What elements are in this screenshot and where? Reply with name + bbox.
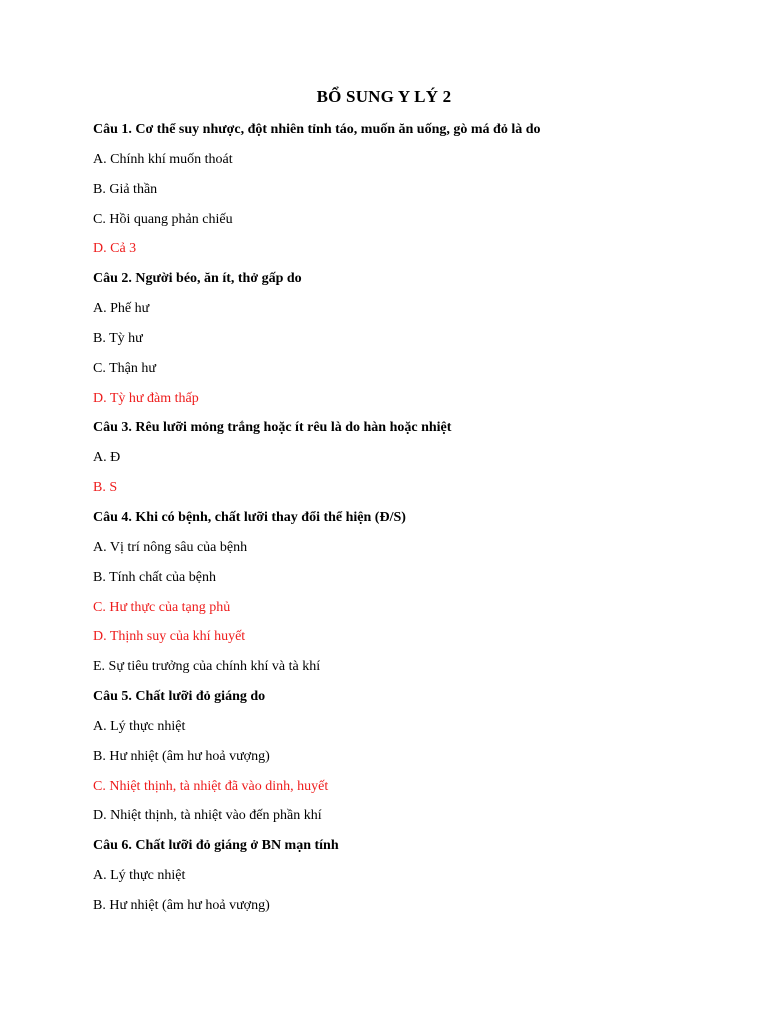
question-list bbox=[93, 119, 733, 925]
question-5-text: Câu 5. Chất lưỡi đỏ giáng do bbox=[93, 689, 266, 705]
question-3-text: Câu 3. Rêu lưỡi mỏng trắng hoặc ít rêu là do hàn hoặc nhiệt bbox=[93, 420, 452, 436]
question-1-text: Câu 1. Cơ thể suy nhược, đột nhiên tỉnh táo, muốn ăn uống, gò má đỏ là do bbox=[93, 122, 541, 137]
question-4-option-5: E. Sự tiêu trưởng của chính khí và tà khí bbox=[93, 659, 321, 675]
question-4-text: Câu 4. Khi có bệnh, chất lưỡi thay đổi thể hiện (Đ/S) bbox=[93, 509, 406, 525]
question-5-option-1: A. Lý thực nhiệt bbox=[93, 718, 186, 734]
question-4-option-1: A. Vị trí nông sâu của bệnh bbox=[93, 539, 248, 555]
question-5-option-2: B. Hư nhiệt (âm hư hoả vượng) bbox=[93, 748, 270, 764]
question-1-option-4-correct-answer: D. Cả 3 bbox=[93, 241, 137, 257]
question-4-option-2: B. Tính chất của bệnh bbox=[93, 569, 216, 585]
question-2-option-2: B. Tỳ hư bbox=[93, 330, 143, 346]
question-4-option-4-correct-answer: D. Thịnh suy của khí huyết bbox=[93, 629, 246, 645]
question-6-option-2: B. Hư nhiệt (âm hư hoả vượng) bbox=[93, 897, 270, 913]
question-2-text: Câu 2. Người béo, ăn ít, thở gấp do bbox=[93, 271, 302, 287]
question-5-option-4: D. Nhiệt thịnh, tà nhiệt vào đến phần khí bbox=[93, 808, 322, 824]
question-2-option-3: C. Thận hư bbox=[93, 360, 156, 376]
document-title: BỔ SUNG Y LÝ 2 bbox=[316, 87, 452, 106]
question-2-option-1: A. Phế hư bbox=[93, 301, 150, 317]
question-5-option-3-correct-answer: C. Nhiệt thịnh, tà nhiệt đã vào dinh, huyết bbox=[93, 778, 329, 794]
question-4-option-3-correct-answer: C. Hư thực của tạng phủ bbox=[93, 599, 231, 615]
question-1-option-3: C. Hồi quang phản chiếu bbox=[93, 211, 233, 227]
question-6-option-1: A. Lý thực nhiệt bbox=[93, 868, 186, 884]
question-3-option-1: A. Đ bbox=[93, 450, 121, 466]
question-1-option-2: B. Giả thần bbox=[93, 181, 158, 197]
question-2-option-4-correct-answer: D. Tỳ hư đàm thấp bbox=[93, 390, 199, 406]
question-1-option-1: A. Chính khí muốn thoát bbox=[93, 151, 233, 167]
question-6-text: Câu 6. Chất lưỡi đỏ giáng ở BN mạn tính bbox=[93, 838, 339, 854]
question-3-option-2-correct-answer: B. S bbox=[93, 480, 118, 496]
